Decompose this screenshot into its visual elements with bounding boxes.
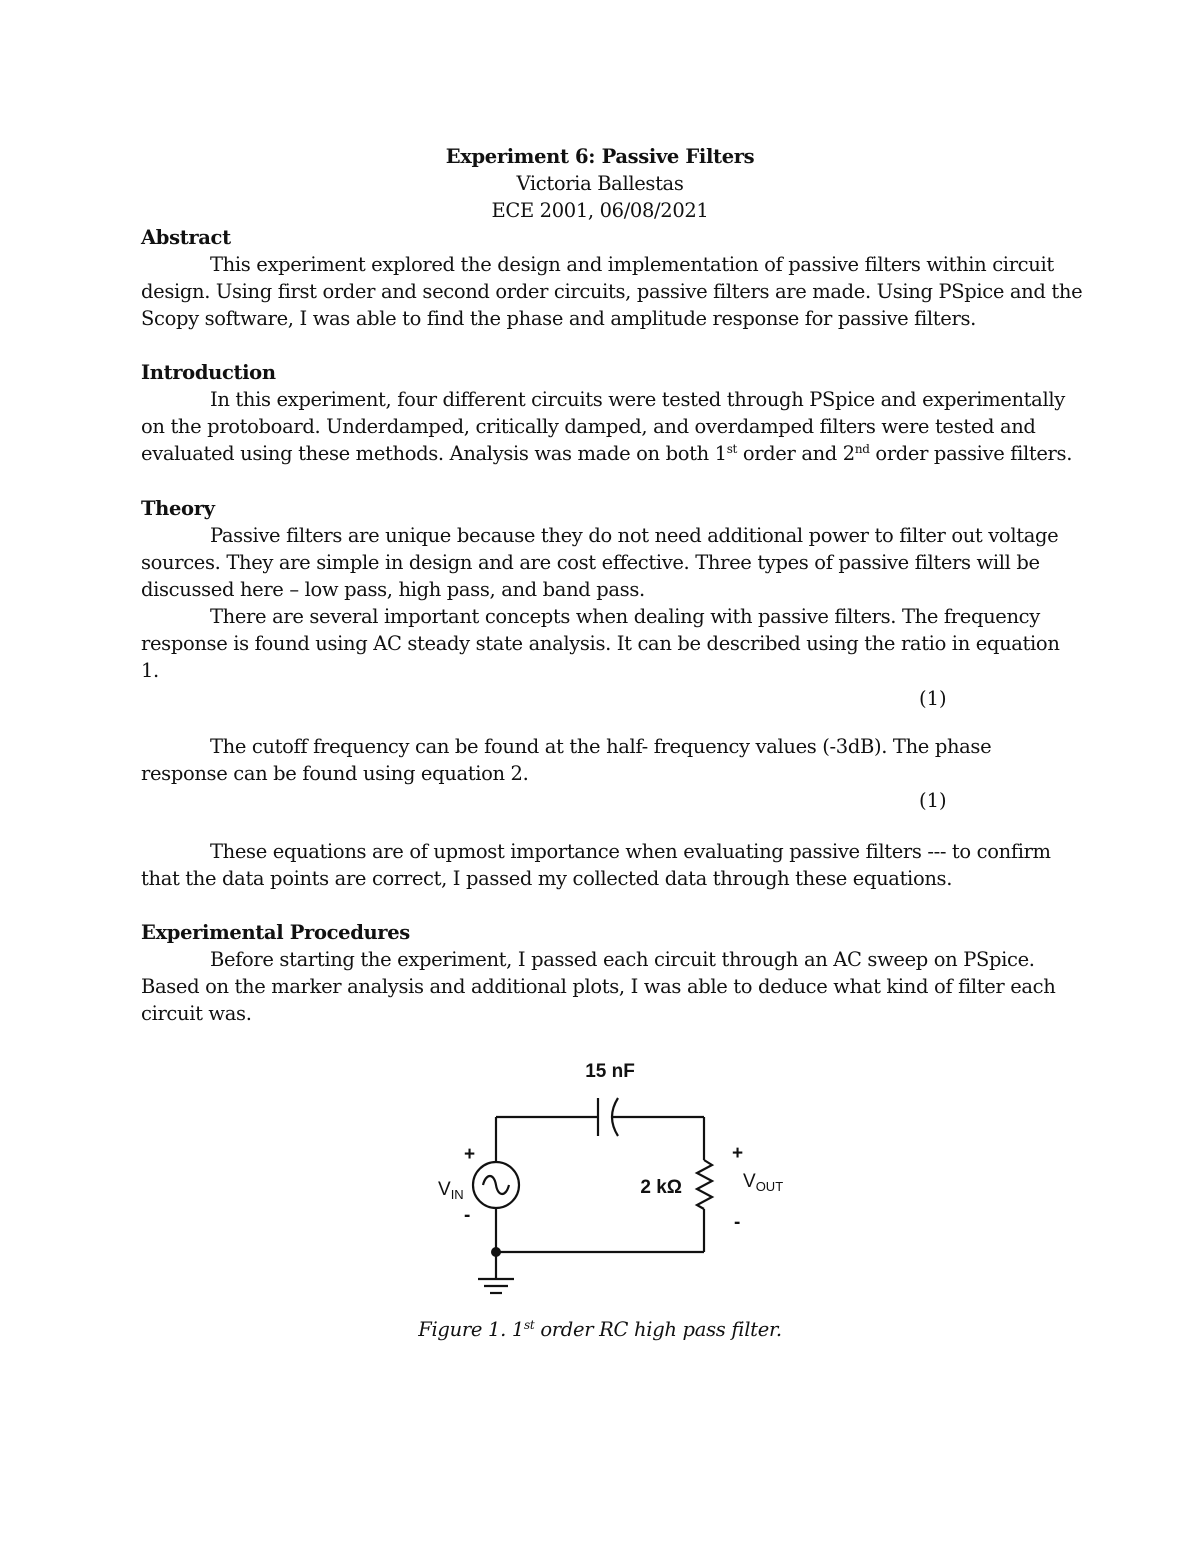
rc-high-pass-circuit [420, 1055, 800, 1305]
procedures-line: circuit was. [141, 1002, 252, 1025]
ordinal-superscript: st [726, 442, 737, 456]
theory-line: 1. [141, 659, 159, 682]
introduction-text: order passive filters. [869, 442, 1073, 465]
introduction-heading: Introduction [141, 361, 276, 384]
procedures-line: Based on the marker analysis and additional plots, I was able to deduce what kind of filter each [141, 975, 1056, 998]
capacitor-label: 15 nF [585, 1061, 635, 1082]
ordinal-superscript: nd [854, 442, 870, 456]
theory-line: There are several important concepts when dealing with passive filters. The frequency [210, 605, 1040, 628]
introduction-line: In this experiment, four different circuits were tested through PSpice and experimentally [210, 388, 1065, 411]
vout-label: $V_{OUT}$ [743, 1171, 784, 1194]
caption-text: Figure 1. 1 [418, 1318, 525, 1341]
author-name: Victoria Ballestas [516, 172, 684, 195]
vin-label: $V_{IN}$ [438, 1179, 464, 1202]
junction-node [491, 1247, 501, 1257]
abstract-line: design. Using first order and second order circuits, passive filters are made. Using PSpice and the [141, 280, 1083, 303]
introduction-line: on the protoboard. Underdamped, critically damped, and overdamped filters were tested and [141, 415, 1036, 438]
figure-caption [0, 1316, 1200, 1343]
theory-line: response can be found using equation 2. [141, 762, 529, 785]
introduction-text: order and 2 [736, 442, 855, 465]
vout-plus-sign: + [732, 1143, 744, 1164]
abstract-line: Scopy software, I was able to find the phase and amplitude response for passive filters. [141, 307, 976, 330]
theory-line: sources. They are simple in design and are cost effective. Three types of passive filters will be [141, 551, 1040, 574]
abstract-line: This experiment explored the design and implementation of passive filters within circuit [210, 253, 1054, 276]
theory-line: discussed here – low pass, high pass, and band pass. [141, 578, 645, 601]
ordinal-superscript: st [524, 1318, 535, 1332]
resistor-label: 2 kΩ [640, 1177, 682, 1198]
theory-heading: Theory [141, 497, 215, 520]
course-date: ECE 2001, 06/08/2021 [491, 199, 709, 222]
theory-line: These equations are of upmost importance when evaluating passive filters --- to confirm [210, 840, 1051, 863]
caption-text: order RC high pass filter. [534, 1318, 782, 1341]
document-title: Experiment 6: Passive Filters [445, 145, 755, 168]
introduction-line [141, 440, 1072, 467]
theory-line: The cutoff frequency can be found at the half- frequency values (-3dB). The phase [210, 735, 992, 758]
resistor-zigzag [697, 1160, 712, 1209]
theory-line: that the data points are correct, I passed my collected data through these equations. [141, 867, 953, 890]
theory-line: response is found using AC steady state analysis. It can be described using the ratio in equation [141, 632, 1060, 655]
vin-minus-sign: - [464, 1205, 471, 1226]
vout-minus-sign: - [734, 1212, 741, 1233]
procedures-heading: Experimental Procedures [141, 921, 410, 944]
procedures-line: Before starting the experiment, I passed each circuit through an AC sweep on PSpice. [210, 948, 1035, 971]
vin-plus-sign: + [464, 1144, 476, 1165]
introduction-text: evaluated using these methods. Analysis was made on both 1 [141, 442, 727, 465]
theory-line: Passive filters are unique because they do not need additional power to filter out voltage [210, 524, 1059, 547]
equation-number: (1) [919, 687, 947, 710]
abstract-heading: Abstract [141, 226, 231, 249]
equation-number: (1) [919, 789, 947, 812]
sine-wave-icon [483, 1176, 509, 1194]
